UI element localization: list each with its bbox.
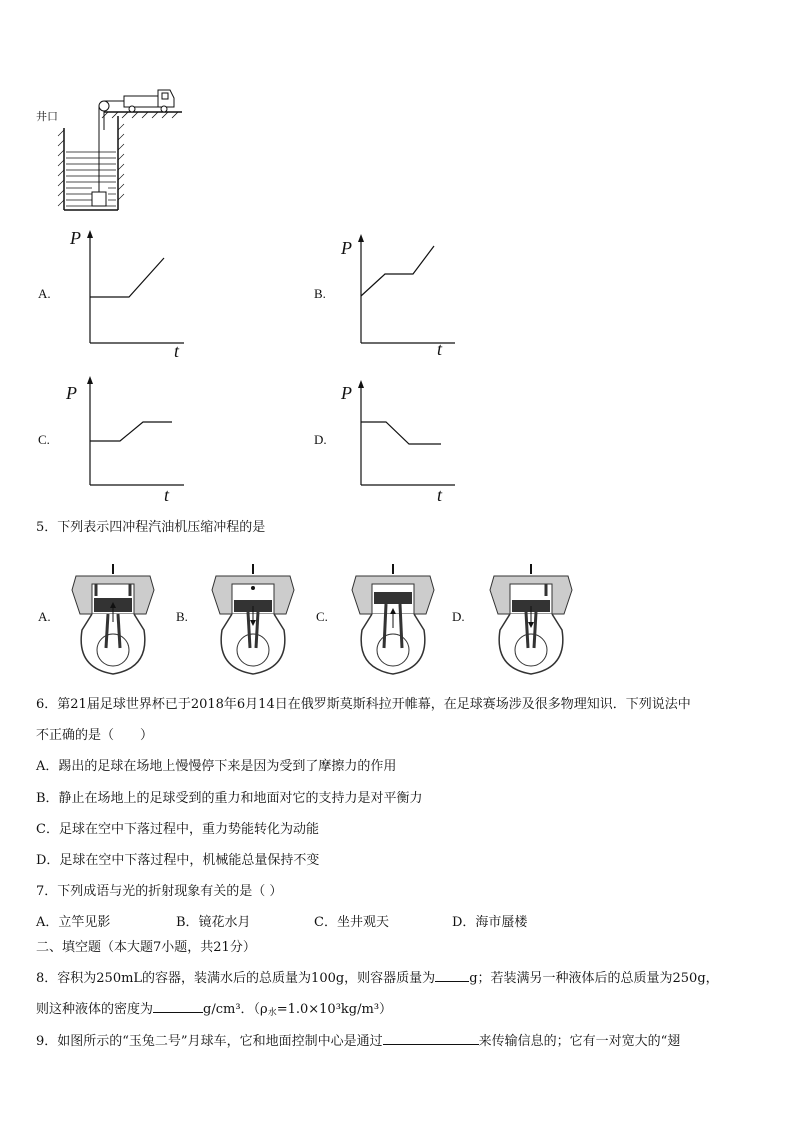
graph-c — [80, 374, 190, 506]
q9-part2: 来传输信息的；它有一对宽大的“翅 — [478, 1034, 681, 1049]
q7-option-b: B．镜花水月 — [176, 915, 251, 930]
engine-d-diagram — [484, 562, 578, 678]
q7-stem: 7．下列成语与光的折射现象有关的是（ ） — [36, 884, 283, 899]
q7-option-c: C．坐井观天 — [314, 915, 389, 930]
q8-sub: 水 — [267, 1008, 277, 1018]
section-heading: 二、填空题（本大题7小题，共21分） — [36, 940, 256, 955]
q5-option-a: A. — [38, 609, 51, 624]
q8-part2: g；若装满另一种液体后的总质量为250g， — [469, 971, 719, 986]
q8-part1: 8．容积为250mL的容器，装满水后的总质量为100g，则容器质量为 — [36, 971, 436, 986]
q9-line1 — [36, 1030, 680, 1051]
q6-option-b: B．静止在场地上的足球受到的重力和地面对它的支持力是对平衡力 — [36, 791, 423, 806]
engine-a-diagram — [66, 562, 160, 678]
graph-c-letter: C. — [38, 432, 50, 447]
q7-option-a: A．立竿见影 — [36, 915, 111, 930]
well-figure — [36, 86, 186, 216]
graph-d-curve — [361, 422, 441, 444]
q5-option-c: C. — [316, 609, 328, 624]
graph-c-y-label: P — [66, 383, 77, 403]
graph-d-y-label: P — [341, 383, 352, 403]
q8-line2 — [36, 998, 392, 1022]
graph-b-letter: B. — [314, 286, 326, 301]
q9-part1: 9．如图所示的“玉兔二号”月球车，它和地面控制中心是通过 — [36, 1034, 383, 1049]
graph-a-y-label: P — [70, 228, 81, 248]
graph-b-x-label: t — [437, 339, 443, 359]
graph-d-x-label: t — [437, 485, 443, 505]
graph-a-x-label: t — [174, 341, 180, 361]
q6-option-c: C．足球在空中下落过程中，重力势能转化为动能 — [36, 822, 319, 837]
q5-option-b: B. — [176, 609, 188, 624]
graph-a-curve — [90, 258, 164, 297]
q8-blank-1[interactable] — [435, 967, 469, 982]
q8-line1 — [36, 967, 719, 988]
q6-option-d: D．足球在空中下落过程中，机械能总量保持不变 — [36, 853, 320, 868]
graph-b-curve — [361, 246, 434, 296]
q6-stem-line1: 6．第21届足球世界杯已于2018年6月14日在俄罗斯莫斯科拉开帷幕，在足球赛场涉及很多物理知识．下列说法中 — [36, 697, 691, 712]
graph-b — [351, 232, 461, 364]
q5-option-d: D. — [452, 609, 465, 624]
graph-a-letter: A. — [38, 286, 51, 301]
q8-blank-2[interactable] — [153, 998, 203, 1013]
graph-d — [351, 378, 461, 510]
graph-c-curve — [90, 422, 172, 441]
engine-b-diagram — [206, 562, 300, 678]
q7-option-d: D．海市蜃楼 — [452, 915, 528, 930]
well-label: 井口 — [36, 110, 58, 123]
graph-b-y-label: P — [341, 238, 352, 258]
q6-stem-line2: 不正确的是（ ） — [36, 728, 154, 743]
q6-option-a: A．踢出的足球在场地上慢慢停下来是因为受到了摩擦力的作用 — [36, 759, 397, 774]
q9-blank-1[interactable] — [383, 1030, 479, 1045]
q8-part5: =1.0×10³kg/m³） — [276, 1002, 393, 1017]
graph-d-letter: D. — [314, 432, 327, 447]
engine-c-diagram — [346, 562, 440, 678]
well-diagram — [36, 86, 186, 216]
q5-stem: 5．下列表示四冲程汽油机压缩冲程的是 — [36, 520, 266, 535]
q8-part4: g/cm³．（ρ — [203, 1002, 268, 1017]
q8-part3: 则这种液体的密度为 — [36, 1002, 154, 1017]
graph-c-x-label: t — [164, 485, 170, 505]
